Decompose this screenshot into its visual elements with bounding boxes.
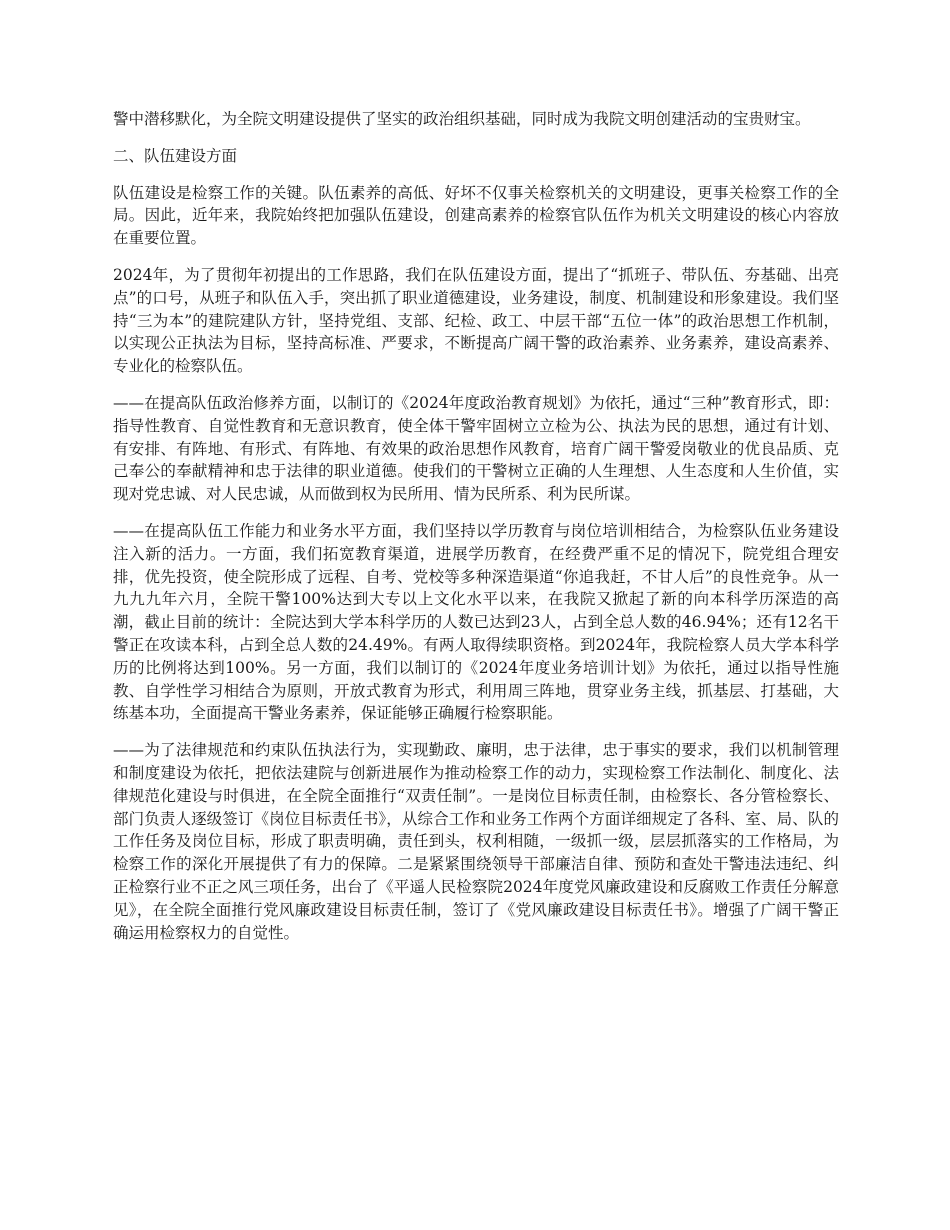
document-body — [113, 108, 839, 958]
paragraph: 2024年，为了贯彻年初提出的工作思路，我们在队伍建设方面，提出了“抓班子、带队伍、夯基础、出亮点”的口号，从班子和队伍入手，突出抓了职业道德建设，业务建设，制度、机制建设和形象建设。我们坚持“三为本”的建院建队方针，坚持党组、支部、纪检、政工、中层干部“五位一体”的政治思想工作机制，以实现公正执法为目标，坚持高标准、严要求，不断提高广阔干警的政治素养、业务素养，建设高素养、专业化的检察队伍。 — [113, 265, 839, 376]
paragraph-continuation: 警中潜移默化，为全院文明建设提供了坚实的政治组织基础，同时成为我院文明创建活动的宝贵财宝。 — [113, 110, 811, 128]
paragraph: ——在提高队伍政治修养方面，以制订的《2024年度政治教育规划》为依托，通过“三种”教育形式，即：指导性教育、自觉性教育和无意识教育，使全体干警牢固树立立检为公、执法为民的思想，通过有计划、有安排、有阵地、有形式、有阵地、有效果的政治思想作风教育，培育广阔干警爱岗敬业的优良品质、克己奉公的奉献精神和忠于法律的职业道德。使我们的干警树立正确的人生理想、人生态度和人生价值，实现对党忠诚、对人民忠诚，从而做到权为民所用、情为民所系、利为民所谋。 — [113, 393, 839, 504]
section-heading: 二、队伍建设方面 — [113, 146, 238, 165]
paragraph: 队伍建设是检察工作的关键。队伍素养的高低、好坏不仅事关检察机关的文明建设，更事关检察工作的全局。因此，近年来，我院始终把加强队伍建设，创建高素养的检察官队伍作为机关文明建设的核心内容放在重要位置。 — [113, 183, 839, 248]
paragraph: ——在提高队伍工作能力和业务水平方面，我们坚持以学历教育与岗位培训相结合，为检察队伍业务建设注入新的活力。一方面，我们拓宽教育渠道，进展学历教育，在经费严重不足的情况下，院党组合理安排，优先投资，使全院形成了远程、自考、党校等多种深造渠道“你追我赶，不甘人后”的良性竞争。从一九九九年六月，全院干警100%达到大专以上文化水平以来，在我院又掀起了新的向本科学历深造的高潮，截止目前的统计：全院达到大学本科学历的人数已达到23人，占到全总人数的46.94%；还有12名干警正在攻读本科，占到全总人数的24.49%。有两人取得续职资格。到2024年，我院检察人员大学本科学历的比例将达到100%。另一方面，我们以制订的《2024年度业务培训计划》为依托，通过以指导性施教、自学性学习相结合为原则，开放式教育为形式，利用周三阵地，贯穿业务主线，抓基层、打基础，大练基本功，全面提高干警业务素养，保证能够正确履行检察职能。 — [113, 521, 839, 723]
paragraph: ——为了法律规范和约束队伍执法行为，实现勤政、廉明，忠于法律，忠于事实的要求，我们以机制管理和制度建设为依托，把依法建院与创新进展作为推动检察工作的动力，实现检察工作法制化、制度化、法律规范化建设与时俱进，在全院全面推行“双责任制”。一是岗位目标责任制，由检察长、各分管检察长、部门负责人逐级签订《岗位目标责任书》，从综合工作和业务工作两个方面详细规定了各科、室、局、队的工作任务及岗位目标，形成了职责明确，责任到头，权利相随，一级抓一级，层层抓落实的工作格局，为检察工作的深化开展提供了有力的保障。二是紧紧围绕领导干部廉洁自律、预防和查处干警违法违纪、纠正检察行业不正之风三项任务，出台了《平遥人民检察院2024年度党风廉政建设和反腐败工作责任分解意见》，在全院全面推行党风廉政建设目标责任制，签订了《党风廉政建设目标责任书》。增强了广阔干警正确运用检察权力的自觉性。 — [113, 741, 839, 942]
